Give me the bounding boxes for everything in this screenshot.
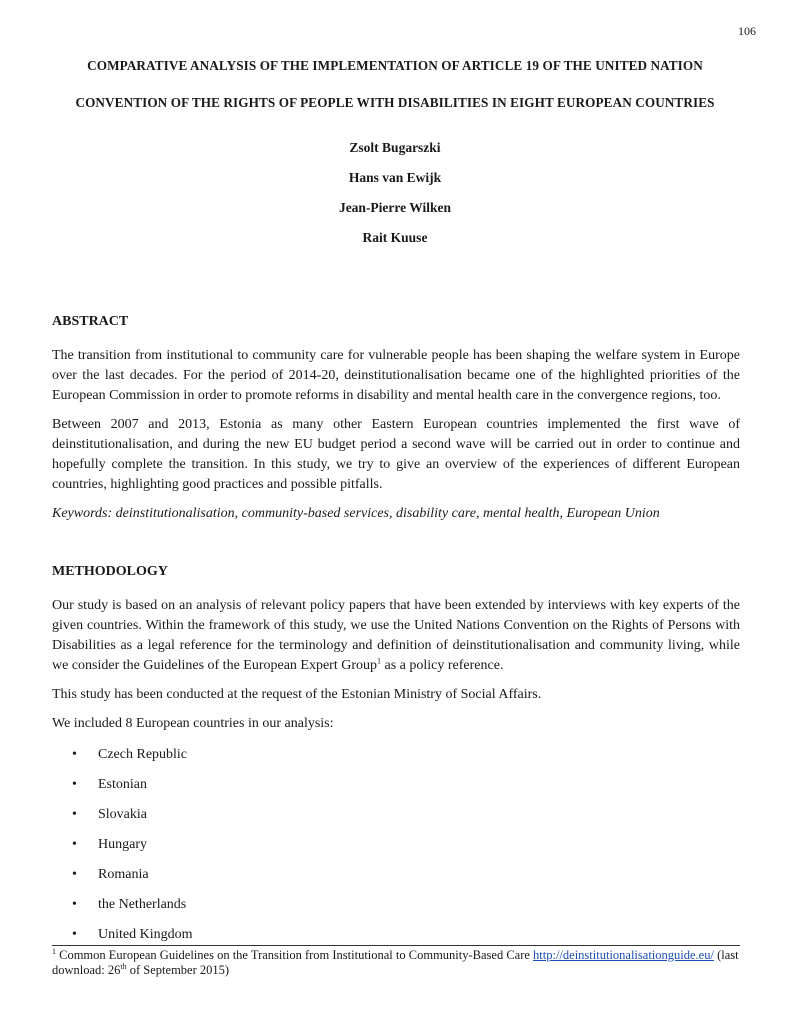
bullet-icon: • — [72, 837, 77, 852]
bullet-icon: • — [72, 777, 77, 792]
methodology-paragraph: This study has been conducted at the request of the Estonian Ministry of Social Affairs. — [52, 687, 542, 702]
footnote-divider — [52, 945, 740, 946]
author-name: Jean-Pierre Wilken — [338, 200, 452, 215]
bullet-icon: • — [72, 927, 77, 942]
title-line-2: CONVENTION OF THE RIGHTS OF PEOPLE WITH DISABILITIES IN EIGHT EUROPEAN COUNTRIES — [75, 95, 715, 110]
methodology-paragraph: Our study is based on an analysis of relevant policy papers that have been extended by interviews with key experts of the given countries. Within the framework of this study, we use the United Nations Convention on the Rights of Persons with Disabilities as a legal reference for the terminology and definition of deinstitutionalisation and community living, while we consider the Guidelines of the European Expert Group$^1$ as a policy reference. — [52, 598, 740, 673]
abstract-paragraph: The transition from institutional to community care for vulnerable people has been shaping the welfare system in Europe over the last decades. For the period of 2014-20, deinstitutionalisation became one of the highlighted priorities of the European Commission in order to promote reforms in disability and mental health care in the convergence regions, too. — [52, 348, 740, 403]
bullet-icon: • — [72, 807, 77, 822]
methodology-paragraph: We included 8 European countries in our analysis: — [52, 716, 334, 731]
footnote-marker: 1 — [52, 946, 56, 956]
bullet-icon: • — [72, 747, 77, 762]
list-item: • United Kingdom — [52, 920, 740, 950]
author-name: Hans van Ewijk — [348, 170, 442, 185]
country-list — [52, 740, 740, 950]
list-item: • Slovakia — [52, 800, 740, 830]
page-number: 106 — [738, 24, 756, 38]
author-name: Zsolt Bugarszki — [349, 140, 441, 155]
list-item: • the Netherlands — [52, 890, 740, 920]
author-list — [0, 133, 790, 253]
list-item: • Hungary — [52, 830, 740, 860]
abstract-paragraph: Between 2007 and 2013, Estonia as many other Eastern European countries implemented the first wave of deinstitutionalisation, and during the new EU budget period a second wave will be carried out in order to continue and hopefully complete the transition. In this study, we try to give an overview of the experiences of different European countries, highlighting good practices and possible pitfalls. — [52, 417, 740, 492]
methodology-heading: METHODOLOGY — [52, 564, 168, 579]
footnote: $^1$ Common European Guidelines on the Transition from Institutional to Community-Based Care http://deinstitutionalisationguide.eu/ (last download: 26th of September 2015) — [52, 946, 739, 977]
keywords: Keywords: deinstitutionalisation, community-based services, disability care, mental health, European Union — [52, 506, 660, 521]
footnote-reference[interactable]: 1 — [377, 656, 382, 666]
bullet-icon: • — [72, 897, 77, 912]
bullet-icon: • — [72, 867, 77, 882]
author-name: Rait Kuuse — [362, 230, 428, 245]
main-content — [52, 312, 740, 950]
list-item: • Estonian — [52, 770, 740, 800]
abstract-heading: ABSTRACT — [52, 314, 129, 329]
list-item: • Romania — [52, 860, 740, 890]
paper-title — [40, 47, 750, 121]
footnote-link[interactable]: http://deinstitutionalisationguide.eu/ — [533, 948, 714, 962]
title-line-1: COMPARATIVE ANALYSIS OF THE IMPLEMENTATION OF ARTICLE 19 OF THE UNITED NATION — [87, 58, 703, 73]
list-item: • Czech Republic — [52, 740, 740, 770]
